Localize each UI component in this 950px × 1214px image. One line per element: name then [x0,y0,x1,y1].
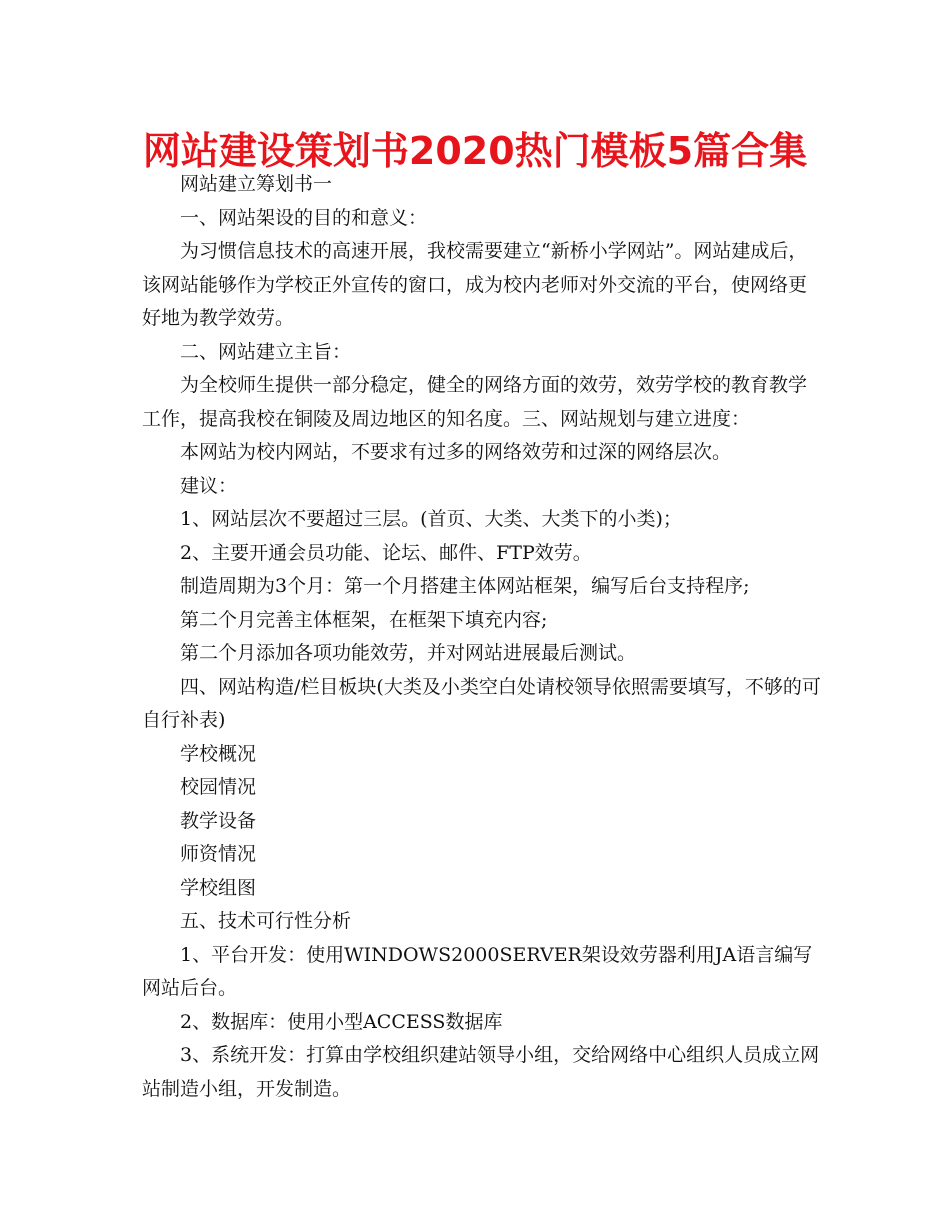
paragraph: 五、技术可行性分析 [180,910,352,932]
paragraph: 四、网站构造/栏目板块(大类及小类空白处请校领导依照需要填写，不够的可自行补表) [142,675,821,731]
paragraph: 学校概况 [180,742,257,765]
paragraph: 1、网站层次不要超过三层。(首页、大类、大类下的小类)； [180,508,682,530]
document-body [142,168,822,1106]
paragraph: 制造周期为3个月：第一个月搭建主体网站框架，编写后台支持程序; [180,575,750,597]
paragraph: 网站建立筹划书一 [180,173,333,195]
paragraph: 第二个月添加各项功能效劳，并对网站进展最后测试。 [180,642,637,664]
document-title: 网站建设策划书2020热门模板5篇合集 [142,129,808,173]
paragraph: 3、系统开发：打算由学校组织建站领导小组，交给网络中心组织人员成立网站制造小组，开发制造。 [142,1044,820,1100]
paragraph: 学校组图 [180,876,257,899]
paragraph: 1、平台开发：使用WINDOWS2000SERVER架设效劳器利用JA语言编写网站后台。 [142,943,813,999]
paragraph: 为习惯信息技术的高速开展，我校需要建立“新桥小学网站”。网站建成后，该网站能够作为学校正外宣传的窗口，成为校内老师对外交流的平台，使网络更好地为教学效劳。 [142,240,808,329]
paragraph: 为全校师生提供一部分稳定，健全的网络方面的效劳，效劳学校的教育教学工作，提高我校在铜陵及周边地区的知名度。三、网站规划与建立进度： [142,374,808,430]
paragraph: 师资情况 [180,843,257,865]
paragraph: 本网站为校内网站，不要求有过多的网络效劳和过深的网络层次。 [180,441,732,463]
paragraph: 一、网站架设的目的和意义： [180,206,428,229]
paragraph: 校园情况 [180,776,257,798]
paragraph: 建议： [180,474,238,497]
paragraph: 2、数据库：使用小型ACCESS数据库 [180,1010,503,1033]
paragraph: 教学设备 [180,809,257,832]
paragraph: 第二个月完善主体框架，在框架下填充内容; [180,608,548,631]
paragraph: 2、主要开通会员功能、论坛、邮件、FTP效劳。 [180,541,592,564]
paragraph: 二、网站建立主旨： [180,340,352,363]
